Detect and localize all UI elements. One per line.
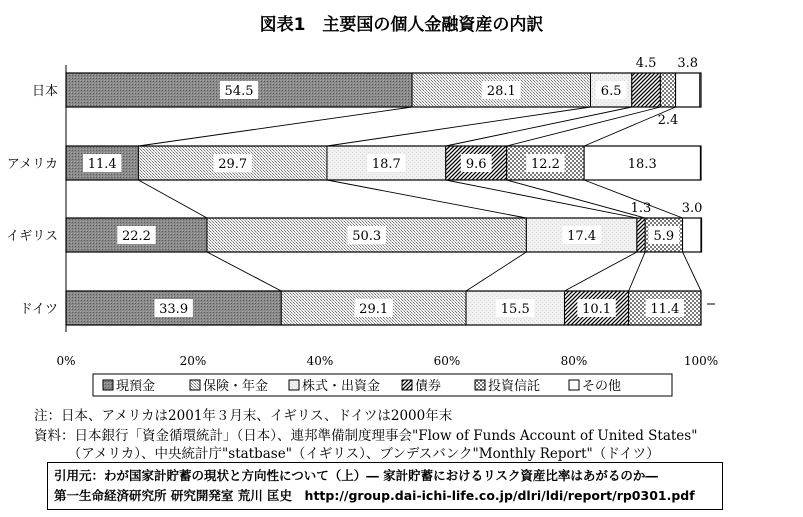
category-label: ドイツ [19, 302, 58, 317]
value-label: 18.7 [371, 157, 401, 172]
value-label: 11.4 [650, 302, 680, 317]
x-tick-label: 80% [560, 354, 588, 368]
citation-line-2: 第一生命経済研究所 研究開発室 荒川 匡史 http://group.dai-ichi-life.co.jp/dlri/ldi/report/rp0301.pdf [54, 488, 695, 503]
category-labels [6, 83, 58, 317]
connector-line [507, 107, 661, 146]
bar-segment [660, 73, 675, 107]
x-tick-label: 20% [179, 354, 207, 368]
callout-value-label: 3.0 [681, 201, 703, 216]
value-label: 5.9 [653, 229, 675, 244]
legend-label: 投資信託 [488, 379, 541, 394]
bar-segment [683, 218, 702, 252]
chart-title: 図表1 主要国の個人金融資産の内訳 [259, 15, 544, 35]
value-label: 28.1 [486, 84, 516, 99]
legend-swatch [289, 380, 299, 390]
connector-line [507, 180, 645, 218]
value-label: 12.2 [530, 157, 560, 172]
value-label: 29.7 [218, 157, 248, 172]
x-tick-label: 100% [683, 354, 719, 368]
note-line-1: 注：日本、アメリカは2001年３月末、イギリス、ドイツは2000年末 [34, 408, 453, 424]
note-line-2: 資料：日本銀行「資金循環統計」（日本）、連邦準備制度理事会"Flow of Funds Account of United States" [34, 428, 698, 444]
legend-label: その他 [582, 379, 622, 394]
note-line-3: （アメリカ）、中央統計庁"statbase"（イギリス）、ブンデスバンク"Monthly Report"（ドイツ） [34, 446, 660, 462]
category-label: アメリカ [6, 157, 58, 172]
category-label: イギリス [6, 229, 58, 244]
legend-swatch [190, 380, 200, 390]
connector-line [138, 180, 207, 218]
legend [93, 374, 672, 396]
value-label: 18.3 [627, 157, 657, 172]
value-label: 17.4 [567, 229, 597, 244]
connector-lines [138, 107, 701, 291]
value-label: 54.5 [224, 84, 254, 99]
legend-swatch [475, 380, 485, 390]
x-tick-label: 0% [56, 354, 76, 368]
value-label: 15.5 [500, 302, 530, 317]
value-label: 29.1 [359, 302, 389, 317]
callout-value-label: 3.8 [677, 56, 699, 71]
connector-line [564, 252, 636, 291]
bar-segment [632, 73, 661, 107]
callout-value-label: 1.3 [630, 201, 652, 216]
bar-segment [637, 218, 645, 252]
legend-swatch [569, 380, 579, 390]
x-tick-label: 60% [433, 354, 461, 368]
legend-label: 現預金 [116, 379, 156, 394]
bar-segment [676, 73, 700, 107]
callout-value-label: 2.4 [657, 113, 679, 128]
legend-label: 債券 [415, 379, 442, 394]
legend-swatch [103, 380, 113, 390]
connector-line [327, 180, 526, 218]
legend-label: 株式・出資金 [302, 379, 381, 394]
connector-line [327, 107, 591, 146]
connector-line [138, 107, 412, 146]
connector-line [207, 252, 281, 291]
connector-line [683, 252, 701, 291]
citation-line-1: 引用元：わが国家計貯蓄の現状と方向性について（上）― 家計貯蓄におけるリスク資産比率はあがるのか― [54, 468, 658, 483]
value-label: 50.3 [352, 229, 382, 244]
value-label: 6.5 [600, 84, 622, 99]
connector-line [446, 180, 637, 218]
connector-line [446, 107, 632, 146]
callout-value-label: 4.5 [635, 56, 657, 71]
legend-label: 保険・年金 [203, 379, 269, 394]
value-label: 22.2 [122, 229, 151, 244]
category-label: 日本 [31, 84, 58, 99]
value-label: 33.9 [159, 302, 189, 317]
value-label: 11.4 [87, 157, 117, 172]
value-label: 10.1 [582, 302, 612, 317]
connector-line [629, 252, 646, 291]
x-tick-label: 40% [306, 354, 334, 368]
citation-box [47, 462, 723, 510]
value-label: 9.6 [465, 157, 487, 172]
legend-swatch [402, 380, 412, 390]
connector-line [466, 252, 526, 291]
